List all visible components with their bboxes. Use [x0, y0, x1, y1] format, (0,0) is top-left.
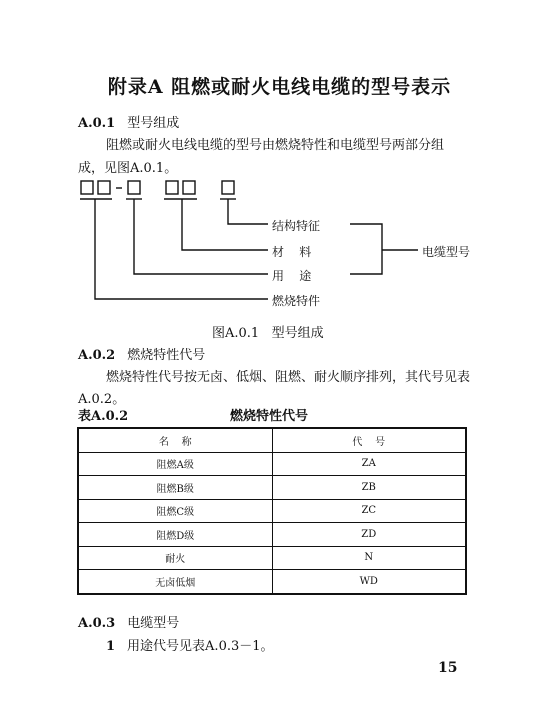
- column-header-name: 名 称: [78, 428, 272, 452]
- paragraph-line: A.0.2。: [78, 392, 126, 407]
- figure-caption: 图A.0.1 型号组成: [212, 326, 324, 341]
- table-row: [78, 452, 466, 476]
- table-header-row: [78, 428, 466, 452]
- paragraph-line: 成，见图A.0.1。: [78, 161, 178, 176]
- page-title: 附录A 阻燃或耐火电线电缆的型号表示: [107, 76, 452, 98]
- paragraph-line: 燃烧特性代号按无卤、低烟、阻燃、耐火顺序排列，其代号见表: [106, 370, 471, 385]
- table-cell: N: [272, 546, 466, 570]
- section-number: A.0.3: [78, 616, 116, 631]
- label-material: 材 料: [272, 245, 312, 259]
- label-structure: 结构特征: [272, 219, 321, 233]
- table-cell: ZC: [272, 499, 466, 523]
- label-combustion: 燃烧特件: [272, 294, 321, 308]
- paragraph-line: 阻燃或耐火电线电缆的型号由燃烧特性和电缆型号两部分组: [106, 138, 445, 153]
- table-row: [78, 570, 466, 594]
- table-cell: ZA: [272, 452, 466, 476]
- section-title: 燃烧特性代号: [127, 348, 206, 363]
- table-cell: 阻燃B级: [78, 476, 272, 500]
- table-cell: WD: [272, 570, 466, 594]
- code-box: [166, 181, 178, 194]
- code-box: [222, 181, 234, 194]
- table-cell: ZB: [272, 476, 466, 500]
- section-number: A.0.2: [78, 348, 116, 363]
- column-header-code: 代 号: [272, 428, 466, 452]
- page-number: 15: [438, 660, 458, 676]
- table-cell: 无卤低烟: [78, 570, 272, 594]
- table-label: 表A.0.2: [78, 409, 129, 424]
- list-item-number: 1: [106, 639, 116, 654]
- code-box: [183, 181, 195, 194]
- section-a03: [78, 612, 179, 631]
- table-cell: 耐火: [78, 546, 272, 570]
- combustion-code-table: [77, 427, 467, 595]
- table-cell: ZD: [272, 523, 466, 547]
- label-cable-model: 电缆型号: [422, 245, 471, 259]
- bracket: [350, 224, 382, 274]
- table-row: [78, 523, 466, 547]
- list-item-text: 用途代号见表A.0.3－1。: [127, 639, 274, 654]
- table-caption: 燃烧特性代号: [230, 409, 309, 424]
- section-title: 电缆型号: [127, 616, 180, 631]
- code-box: [81, 181, 93, 194]
- section-title: 型号组成: [127, 116, 180, 131]
- table-cell: 阻燃C级: [78, 499, 272, 523]
- list-item: [106, 635, 274, 654]
- code-box: [98, 181, 110, 194]
- table-row: [78, 546, 466, 570]
- leader-usage: [134, 199, 268, 274]
- section-number: A.0.1: [78, 116, 116, 131]
- table-row: [78, 499, 466, 523]
- table-cell: 阻燃A级: [78, 452, 272, 476]
- leader-structure: [228, 199, 268, 224]
- table-row: [78, 476, 466, 500]
- table-cell: 阻燃D级: [78, 523, 272, 547]
- section-a02: [78, 344, 205, 363]
- label-usage: 用 途: [272, 269, 312, 283]
- code-box: [128, 181, 140, 194]
